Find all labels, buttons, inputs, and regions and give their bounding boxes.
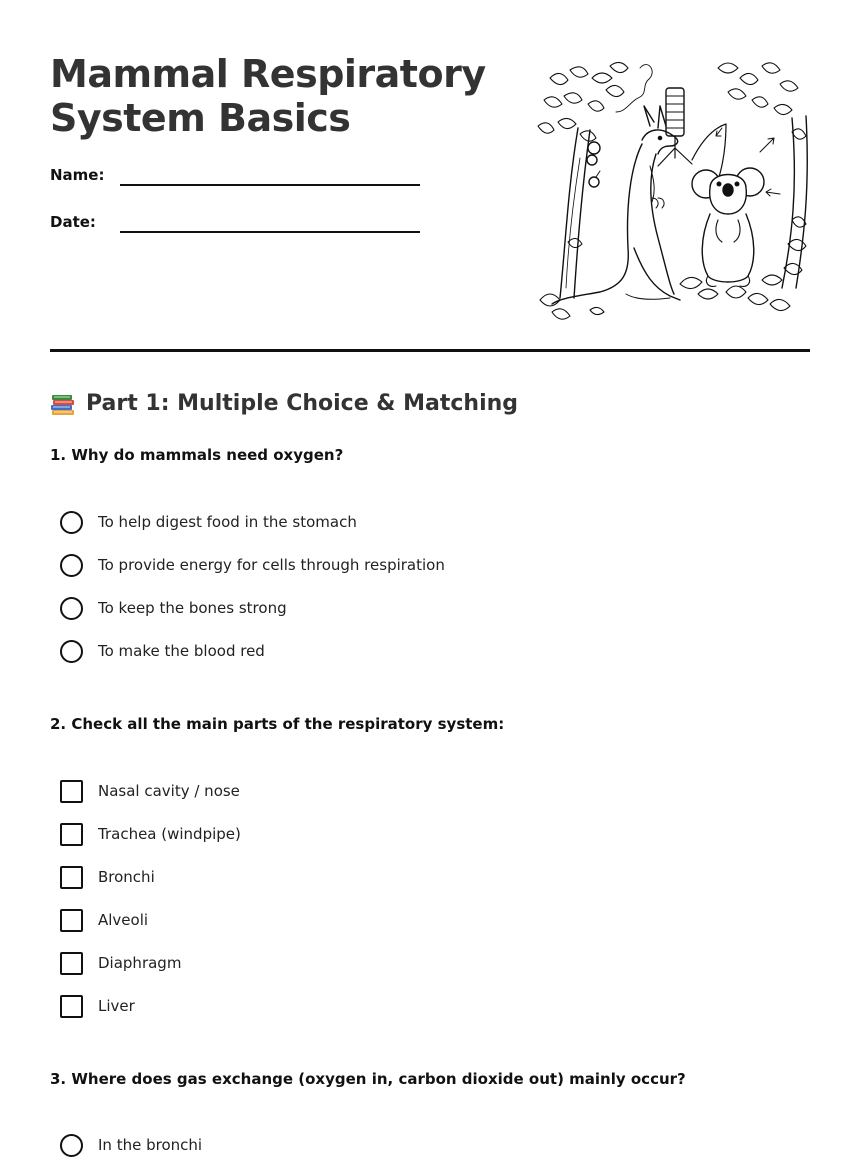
checkbox[interactable] [60, 952, 83, 975]
option-label: Alveoli [98, 911, 149, 929]
q1-option-3[interactable] [60, 596, 287, 620]
radio-button[interactable] [60, 511, 83, 534]
page-title: Mammal Respiratory System Basics [50, 52, 486, 140]
checkbox[interactable] [60, 866, 83, 889]
option-label: Liver [98, 997, 135, 1015]
question-3: 3. Where does gas exchange (oxygen in, carbon dioxide out) mainly occur? [50, 1070, 686, 1088]
date-field-row [50, 212, 430, 236]
q1-option-2[interactable] [60, 553, 445, 577]
name-field-row [50, 165, 430, 189]
part1-heading-text: Part 1: Multiple Choice & Matching [86, 391, 519, 416]
checkbox[interactable] [60, 823, 83, 846]
radio-button[interactable] [60, 1134, 83, 1157]
checkbox[interactable] [60, 780, 83, 803]
option-label: Nasal cavity / nose [98, 782, 240, 800]
q2-option-2[interactable] [60, 822, 241, 846]
option-label: Bronchi [98, 868, 155, 886]
radio-button[interactable] [60, 597, 83, 620]
q2-option-1[interactable] [60, 779, 240, 803]
q2-option-6[interactable] [60, 994, 135, 1018]
kangaroo-koala-illustration [530, 48, 812, 320]
radio-button[interactable] [60, 554, 83, 577]
checkbox[interactable] [60, 995, 83, 1018]
question-1: 1. Why do mammals need oxygen? [50, 446, 344, 464]
option-label: To make the blood red [98, 642, 265, 660]
name-input-line[interactable] [120, 184, 420, 186]
question-2: 2. Check all the main parts of the respiratory system: [50, 715, 505, 733]
q2-option-3[interactable] [60, 865, 155, 889]
q1-option-4[interactable] [60, 639, 265, 663]
q3-option-1[interactable] [60, 1133, 202, 1157]
date-input-line[interactable] [120, 231, 420, 233]
books-icon [50, 391, 76, 417]
option-label: In the bronchi [98, 1136, 203, 1154]
name-label: Name: [50, 166, 105, 184]
header-divider [50, 349, 810, 352]
q1-option-1[interactable] [60, 510, 357, 534]
date-label: Date: [50, 213, 96, 231]
option-label: To help digest food in the stomach [98, 513, 357, 531]
option-label: To provide energy for cells through respiration [98, 556, 445, 574]
part1-heading [50, 388, 518, 420]
checkbox[interactable] [60, 909, 83, 932]
option-label: Trachea (windpipe) [98, 825, 241, 843]
option-label: Diaphragm [98, 954, 182, 972]
q2-option-5[interactable] [60, 951, 181, 975]
option-label: To keep the bones strong [98, 599, 287, 617]
q2-option-4[interactable] [60, 908, 148, 932]
radio-button[interactable] [60, 640, 83, 663]
